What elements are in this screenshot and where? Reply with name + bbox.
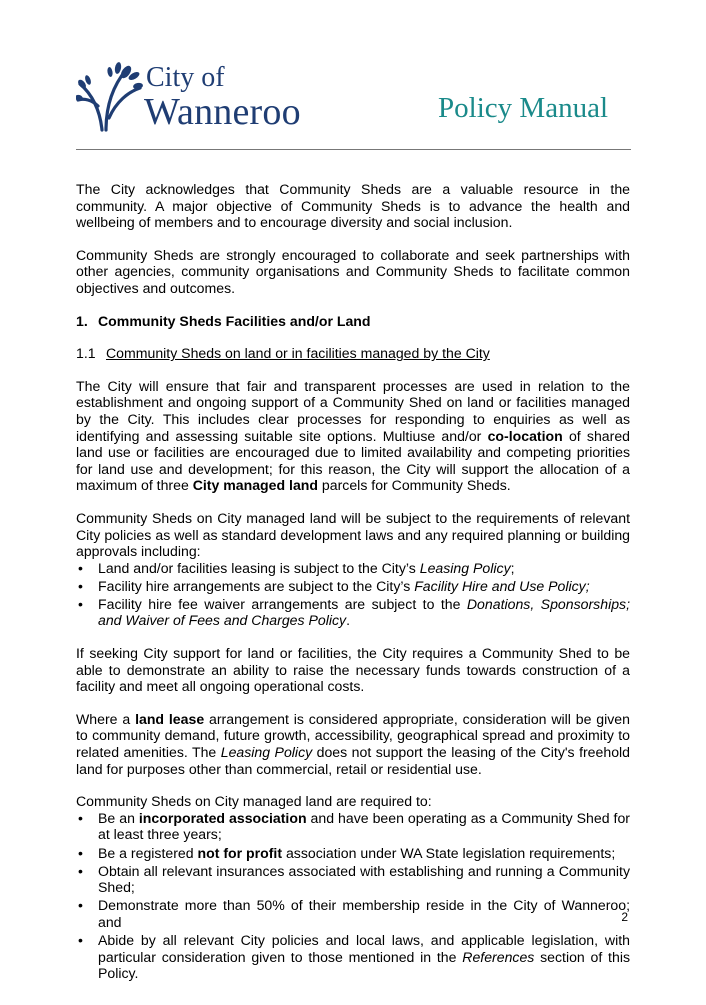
paragraph-requirements: Community Sheds on City managed land will be subject to the requirements of relevant City policies as well as standard development laws and any required planning or building approvals including: bbox=[76, 509, 630, 560]
paragraph-funding: If seeking City support for land or facilities, the City requires a Community Shed to be able to demonstrate an ability to raise the necessary funds towards construction of a facility and meet all ongoing operational costs. bbox=[76, 645, 630, 695]
logo-city-of: City of bbox=[146, 62, 225, 93]
document-body bbox=[76, 181, 630, 998]
policy-manual-title: Policy Manual bbox=[438, 92, 608, 124]
paragraph-required-to: Community Sheds on City managed land are required to: bbox=[76, 793, 432, 810]
paragraph-land-lease: Where a land lease arrangement is considered appropriate, consideration will be given to community demand, future growth, accessibility, geographical spread and proximity to related amenities. The Leasing Policy does not support the leasing of the City's freehold land for purposes other than commercial, retail or residential use. bbox=[76, 710, 630, 777]
wanneroo-plant-icon bbox=[76, 62, 144, 132]
list-item: • Land and/or facilities leasing is subject to the City’s Leasing Policy; bbox=[78, 559, 515, 576]
list-item: • Demonstrate more than 50% of their membership reside in the City of Wanneroo; and bbox=[78, 897, 630, 930]
logo-wanneroo: Wanneroo bbox=[144, 91, 301, 133]
section-title: Community Sheds Facilities and/or Land bbox=[98, 312, 371, 329]
list-item: • Obtain all relevant insurances associated with establishing and running a Community Shed; bbox=[78, 862, 630, 896]
paragraph-collaboration: Community Sheds are strongly encouraged to collaborate and seek partnerships with other agencies, community organisations and Community Sheds to facilitate common objectives and outcomes. bbox=[76, 246, 630, 296]
subsection-heading bbox=[76, 345, 630, 362]
subsection-title: Community Sheds on land or in facilities managed by the City bbox=[106, 345, 490, 362]
list-item: • Be a registered not for profit association under WA State legislation requirements; bbox=[78, 844, 616, 861]
paragraph-intro: The City acknowledges that Community Sheds are a valuable resource in the community. A major objective of Community Sheds is to advance the health and wellbeing of members and to encourage diversity and social inclusion. bbox=[76, 181, 630, 231]
city-logo bbox=[76, 62, 326, 132]
header-divider bbox=[76, 149, 631, 150]
paragraph-processes: The City will ensure that fair and transparent processes are used in relation to the establishment and ongoing support of a Community Shed on land or facilities managed by the City. This includes clear processes for responding to enquiries as well as identifying and assessing suitable site options. Multiuse and/or co-location of shared land use or facilities are encouraged due to limited availability and competing priorities for land use and development; for this reason, the City will support the allocation of a maximum of three City managed land parcels for Community Sheds. bbox=[76, 377, 630, 494]
section-heading bbox=[76, 313, 630, 330]
section-number: 1. bbox=[76, 312, 88, 329]
list-item: • Facility hire arrangements are subject to the City’s Facility Hire and Use Policy; bbox=[78, 577, 590, 594]
list-item: • Facility hire fee waiver arrangements are subject to the Donations, Sponsorships; and Waiver of Fees and Charges Policy. bbox=[78, 595, 630, 629]
subsection-number: 1.1 bbox=[76, 345, 96, 362]
page-number: 2 bbox=[621, 910, 628, 924]
list-item: • Abide by all relevant City policies and local laws, and applicable legislation, with particular consideration given to those mentioned in the References section of this Policy. bbox=[78, 931, 630, 982]
requirements-list bbox=[76, 810, 630, 982]
policy-list bbox=[76, 560, 630, 629]
list-item: • Be an incorporated association and have been operating as a Community Shed for at least three years; bbox=[78, 809, 630, 843]
